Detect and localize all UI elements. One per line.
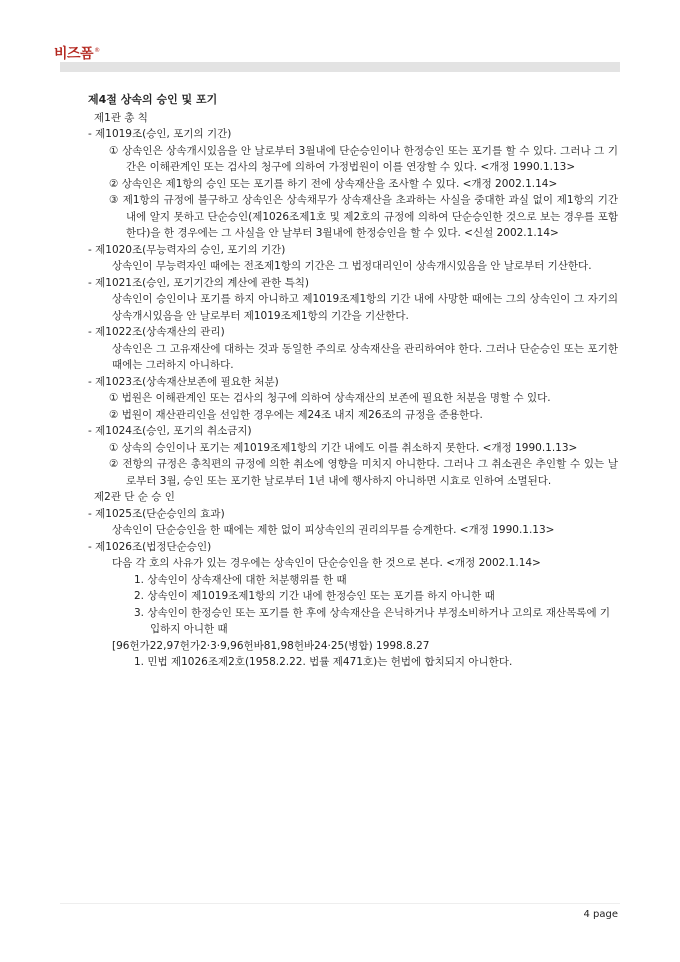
logo-text: 비즈폼	[54, 46, 94, 62]
article-heading: - 제1022조(상속재산의 관리)	[88, 326, 225, 338]
article-clause: ③ 제1항의 규정에 불구하고 상속인은 상속채무가 상속재산을 초과하는 사실을 중대한 과실 없이 제1항의 기간 내에 알지 못하고 단순승인(제1026조제1호 및 제2호의 규정에 의하여 단순승인한 것으로 보는 경우를 포함한다)을 한 경우에는 그 사실을 안 날부터 3월내에 한정승인을 할 수 있다. <신설 2002.1.14>	[109, 194, 618, 239]
document-body	[88, 92, 618, 671]
chapter-heading: 제1관 총 칙	[94, 111, 148, 124]
article-heading: - 제1020조(무능력자의 승인, 포기의 기간)	[88, 243, 286, 256]
article-text: 상속인이 무능력자인 때에는 전조제1항의 기간은 그 법정대리인이 상속개시있음을 안 날로부터 기산한다.	[112, 260, 592, 272]
registered-mark: ®	[94, 47, 100, 55]
article-clause: ① 법원은 이해관계인 또는 검사의 청구에 의하여 상속재산의 보존에 필요한 처분을 명할 수 있다.	[109, 392, 551, 404]
article-clause: ② 법원이 재산관리인을 선임한 경우에는 제24조 내지 제26조의 규정을 준용한다.	[109, 408, 483, 421]
article-subitem: 1. 상속인이 상속재산에 대한 처분행위를 한 때	[134, 573, 347, 586]
page-number: 4 page	[583, 909, 618, 920]
article-subitem: 2. 상속인이 제1019조제1항의 기간 내에 한정승인 또는 포기를 하지 아니한 때	[134, 590, 495, 602]
article-heading: - 제1024조(승인, 포기의 취소금지)	[88, 425, 252, 437]
footer-divider	[60, 903, 620, 904]
article-text: 상속인이 단순승인을 한 때에는 제한 없이 피상속인의 권리의무를 승계한다. <개정 1990.1.13>	[112, 524, 555, 536]
article-clause: ② 상속인은 제1항의 승인 또는 포기를 하기 전에 상속재산을 조사할 수 있다. <개정 2002.1.14>	[109, 177, 558, 190]
article-heading: - 제1025조(단순승인의 효과)	[88, 507, 225, 520]
article-clause: ① 상속인은 상속개시있음을 안 날로부터 3월내에 단순승인이나 한정승인 또는 포기를 할 수 있다. 그러나 그 기간은 이해관계인 또는 검사의 청구에 의하여 가정법원이 이를 연장할 수 있다. <개정 1990.1.13>	[109, 144, 618, 173]
article-heading: - 제1026조(법정단순승인)	[88, 540, 212, 553]
article-text: 다음 각 호의 사유가 있는 경우에는 상속인이 단순승인을 한 것으로 본다. <개정 2002.1.14>	[112, 557, 541, 569]
chapter-heading: 제2관 단 순 승 인	[94, 491, 175, 503]
article-subitem: 3. 상속인이 한정승인 또는 포기를 한 후에 상속재산을 은닉하거나 부정소비하거나 고의로 재산목록에 기입하지 아니한 때	[134, 606, 611, 635]
section-title: 제4절 상속의 승인 및 포기	[88, 93, 218, 106]
article-heading: - 제1023조(상속재산보존에 필요한 처분)	[88, 375, 279, 388]
article-text: 상속인이 승인이나 포기를 하지 아니하고 제1019조제1항의 기간 내에 사망한 때에는 그의 상속인이 그 자기의 상속개시있음을 안 날로부터 제1019조제1항의 기간을 기산한다.	[112, 293, 618, 322]
article-clause: ① 상속의 승인이나 포기는 제1019조제1항의 기간 내에도 이를 취소하지 못한다. <개정 1990.1.13>	[109, 441, 578, 454]
case-reference: [96헌가22,97헌가2·3·9,96헌바81,98헌바24·25(병합) 1998.8.27	[112, 639, 430, 652]
case-item: 1. 민법 제1026조제2호(1958.2.22. 법률 제471호)는 헌법에 합치되지 아니한다.	[134, 656, 513, 668]
header-bar	[60, 62, 620, 72]
article-heading: - 제1021조(승인, 포기기간의 계산에 관한 특칙)	[88, 276, 310, 289]
brand-logo	[54, 43, 100, 63]
article-text: 상속인은 그 고유재산에 대하는 것과 동일한 주의로 상속재산을 관리하여야 한다. 그러나 단순승인 또는 포기한 때에는 그러하지 아니하다.	[112, 342, 618, 371]
article-heading: - 제1019조(승인, 포기의 기간)	[88, 128, 232, 140]
article-clause: ② 전항의 규정은 총칙편의 규정에 의한 취소에 영향을 미치지 아니한다. 그러나 그 취소권은 추인할 수 있는 날로부터 3월, 승인 또는 포기한 날로부터 1년 내에 행사하지 아니하면 시효로 인하여 소멸된다.	[109, 458, 618, 487]
